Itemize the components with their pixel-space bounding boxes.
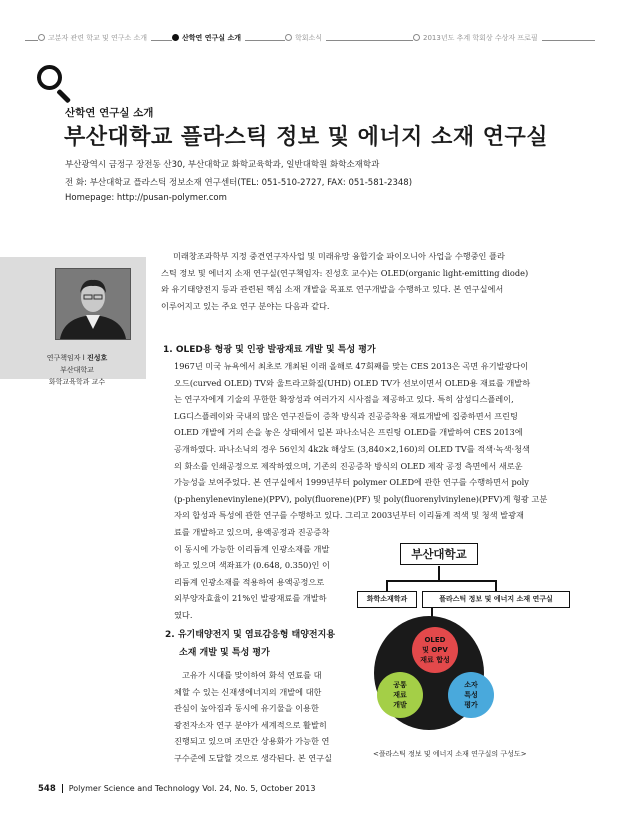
section-2-heading-line: 2. 유기태양전지 및 염료감응형 태양전지용 [165,630,336,640]
text-line: LG디스플레이와 국내의 많은 연구진들이 증착 방식과 진공증착용 재료개발에 집중하면서 프린팅 [174,410,518,421]
text-line: 는 연구자에게 기술의 무한한 확장성과 여러가지 시사점을 제공하고 있다. 특히 삼성디스플레이, [174,394,514,405]
top-navigation [0,30,621,50]
nav-bullet-icon [172,34,179,41]
phone-line: 전 화: 부산대학교 플라스틱 정보소재 연구센터(TEL: 051-510-2727, FAX: 051-581-2348) [65,178,413,188]
org-lab-box: 플라스틱 정보 및 에너지 소재 연구실 [422,591,570,608]
text-line: 관심이 높아짐과 동시에 유기물을 이용한 [174,703,319,714]
profile-name: 진성호 [86,354,108,362]
profile-caption [14,352,140,388]
org-dept-box: 화학소재학과 [357,591,417,608]
text-line: 와 유기태양전지 등과 관련된 핵심 소재 개발을 목표로 연구개발을 수행하고 있다. 본 연구실에서 [161,284,504,295]
section-label: 산학연 연구실 소개 [65,107,154,119]
circle-label: 개발 [393,701,407,709]
page-number: 548 [38,784,56,794]
address-line: 부산광역시 금정구 장전동 산30, 부산대학교 화학교육학과, 일반대학원 화학소재학과 [65,160,380,170]
text-line: 진행되고 있으며 조만간 상용화가 가능한 연 [174,736,330,747]
journal-info: Polymer Science and Technology Vol. 24, No. 5, October 2013 [68,784,316,793]
org-university-box: 부산대학교 [400,543,478,565]
magnifier-icon [37,65,62,90]
nav-item-label: 2013년도 추계 학회상 수상자 프로필 [423,34,538,42]
text-line: 이루어지고 있는 주요 연구 분야는 다음과 같다. [161,300,330,311]
figure-caption: <플라스틱 정보 및 에너지 소재 연구실의 구성도> [373,750,527,758]
section-2-heading [165,626,335,662]
circle-label: 특성 [464,691,478,699]
page-title: 부산대학교 플라스틱 정보 및 에너지 소재 연구실 [64,124,548,150]
profile-affiliation: 부산대학교 [60,366,94,374]
section-1-heading: 1. OLED용 형광 및 인광 발광재료 개발 및 특성 평가 [163,345,376,355]
common-material-circle [377,672,423,718]
circle-label: 소자 [464,681,478,689]
section-2-heading-line: 소재 개발 및 특성 평가 [179,648,270,658]
text-line: 스틱 정보 및 에너지 소재 연구실(연구책임자: 진성호 교수)는 OLED(organic light-emitting diode) [161,267,529,278]
text-line: 광전자소자 연구 분야가 세계적으로 활발히 [174,719,327,730]
text-line: 이 동시에 가능한 이리듐계 인광소재를 개발 [174,543,330,554]
nav-item-label: 학회소식 [295,34,323,42]
nav-item-label: 산학연 연구실 소개 [182,34,241,42]
circle-label: 및 OPV [422,646,448,654]
text-line: 료를 개발하고 있으며, 용액공정과 진공증착 [174,526,330,537]
text-line: 공개하였다. 파나소닉의 경우 56인치 4k2k 해상도 (3,840×2,160)의 OLED TV를 적색·녹색·청색 [174,443,530,454]
circle-label: OLED [424,636,446,644]
circle-label: 평가 [464,701,478,709]
text-line: 였다. [174,609,193,620]
nav-item-award-profiles[interactable] [413,33,542,43]
nav-item-schools[interactable] [38,33,151,43]
diagram-connector [386,580,388,591]
nav-item-society-news[interactable] [285,33,326,43]
nav-item-lab-intro[interactable] [172,33,245,43]
text-line: 외부양자효율이 21%인 발광재료를 개발하 [174,593,327,604]
text-line: 구수준에 도달할 것으로 생각된다. 본 연구실 [174,752,332,763]
text-line: 체할 수 있는 신재생에너지의 개발에 대한 [174,686,322,697]
diagram-connector [386,580,496,582]
text-line: 1967년 미국 뉴욕에서 최초로 개최된 이래 올해로 47회째를 맞는 CES 2013은 곡면 유기발광다이 [174,361,529,371]
text-line: (p-phenylenevinylene)(PPV), poly(fluorene)(PF) 및 poly(fluorenylvinylene)(PFV)계 형광 고분 [174,493,548,504]
researcher-photo [55,268,131,340]
text-line: OLED 개발에 거의 손을 놓은 상태에서 일본 파나소닉은 프린팅 OLED를 개발하여 CES 2013에 [174,427,523,438]
intro-paragraph [161,248,567,314]
device-evaluation-circle [448,672,494,718]
text-line: 고유가 시대를 맞이하여 화석 연료를 대 [182,670,322,680]
circle-label: 재료 [393,691,407,699]
nav-bullet-icon [38,34,45,41]
magnifier-handle-icon [56,89,71,104]
profile-affiliation-dept: 화학교육학과 교수 [48,378,106,386]
diagram-connector [495,580,497,591]
text-line: 하고 있으며 색좌표가 (0.648, 0.350)인 이 [174,560,330,571]
nav-item-label: 고분자 관련 학교 및 연구소 소개 [48,34,148,42]
text-line: 미래창조과학부 지정 중견연구자사업 및 미래유망 융합기술 파이오니아 사업을 수행중인 플라 [173,251,505,261]
text-line: 자의 합성과 특성에 관한 연구를 수행하고 있다. 그리고 2003년부터 이리듐계 적색 및 청색 발광재 [174,510,524,521]
homepage-link[interactable]: Homepage: http://pusan-polymer.com [65,193,227,203]
profile-role: 연구책임자 l [46,354,85,362]
page-footer [38,784,315,794]
circle-label: 공통 [393,681,407,689]
circle-label: 재료 합성 [420,656,450,664]
diagram-connector [438,566,440,580]
footer-separator [62,784,63,793]
oled-opv-synthesis-circle [412,627,458,673]
text-line: 오드(curved OLED) TV와 울트라고화질(UHD) OLED TV가 선보이면서 OLED용 재료를 개발하 [174,377,531,388]
text-line: 의 화소를 인쇄공정으로 제작하였으며, 기존의 진공증착 방식의 OLED 제작 공정 측면에서 새로운 [174,460,523,471]
text-line: 리듐계 인광소재를 적용하여 용액공정으로 [174,576,325,587]
section-1-body [174,358,567,624]
section-2-body [174,667,357,767]
nav-bullet-icon [413,34,420,41]
text-line: 가능성을 보여주었다. 본 연구실에서 1999년부터 polymer OLED에 관한 연구를 수행하면서 poly [174,477,529,488]
nav-bullet-icon [285,34,292,41]
